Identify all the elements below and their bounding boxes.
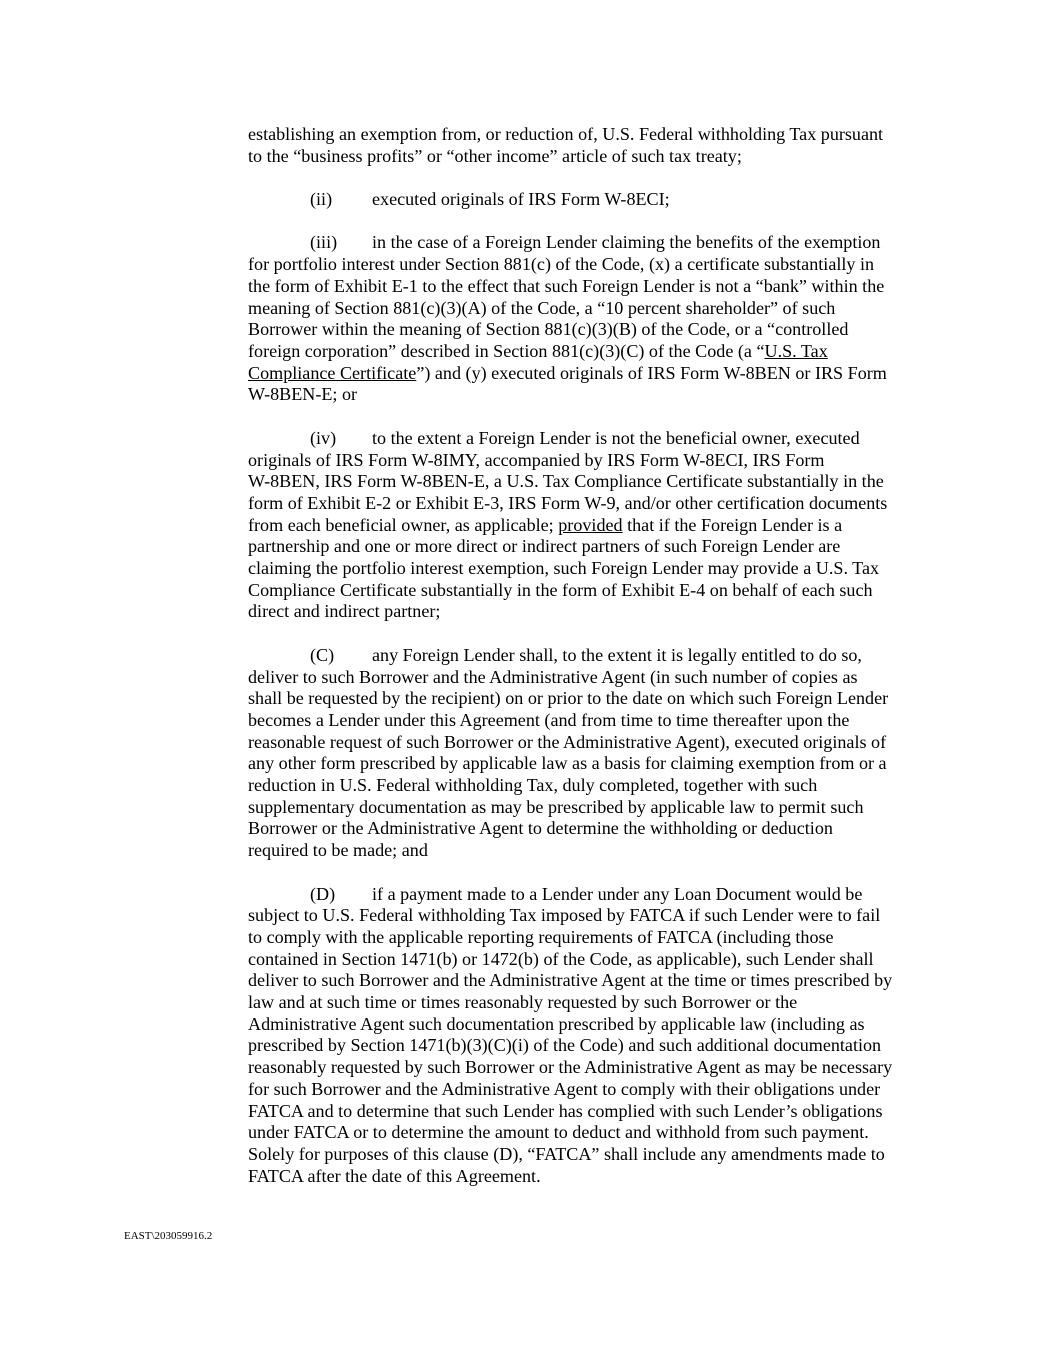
text-segment: that if the Foreign Lender is a xyxy=(622,514,843,535)
text-line: to the extent a Foreign Lender is not the beneficial owner, executed xyxy=(372,427,860,448)
text-line: W-8BEN, IRS Form W-8BEN-E, a U.S. Tax Compliance Certificate substantially in the xyxy=(248,471,884,492)
text-segment: from each beneficial owner, as applicable; xyxy=(248,514,559,535)
text-line: reasonably requested by such Borrower or the Administrative Agent as may be necessary xyxy=(248,1057,893,1078)
text-line: Borrower or the Administrative Agent to determine the withholding or deduction xyxy=(248,818,833,839)
text-line: originals of IRS Form W-8IMY, accompanied by IRS Form W-8ECI, IRS Form xyxy=(248,449,825,470)
document-body xyxy=(248,124,938,1209)
text-line: to comply with the applicable reporting requirements of FATCA (including those xyxy=(248,926,834,947)
paragraph-intro xyxy=(248,124,938,167)
text-line: required to be made; and xyxy=(248,840,428,861)
text-line: direct and indirect partner; xyxy=(248,601,441,622)
text-segment: foreign corporation” described in Section 881(c)(3)(C) of the Code (a “ xyxy=(248,341,765,361)
text-line: Administrative Agent such documentation prescribed by applicable law (including as xyxy=(248,1013,865,1034)
paragraph-ii xyxy=(248,189,938,211)
defined-term-underlined: provided xyxy=(558,514,623,535)
text-line: becomes a Lender under this Agreement (and from time to time thereafter upon the xyxy=(248,709,850,730)
text-line: prescribed by Section 1471(b)(3)(C)(i) of the Code) and such additional documentation xyxy=(248,1035,882,1056)
clause-label: (ii) xyxy=(310,189,333,210)
text-line: Solely for purposes of this clause (D), “FATCA” shall include any amendments made to xyxy=(248,1143,885,1164)
document-footer-id: EAST\203059916.2 xyxy=(124,1230,213,1242)
text-line: meaning of Section 881(c)(3)(A) of the Code, a “10 percent shareholder” of such xyxy=(248,297,836,318)
paragraph-D xyxy=(248,884,938,1188)
text-segment: ”) and (y) executed originals of IRS Form W-8BEN or IRS Form xyxy=(416,362,887,383)
clause-label: (iv) xyxy=(310,427,337,448)
text-line: partnership and one or more direct or indirect partners of such Foreign Lender are xyxy=(248,536,841,557)
text-line: contained in Section 1471(b) or 1472(b) of the Code, as applicable), such Lender shall xyxy=(248,948,874,969)
text-line: any Foreign Lender shall, to the extent it is legally entitled to do so, xyxy=(372,644,862,665)
text-line: reasonable request of such Borrower or the Administrative Agent), executed originals of xyxy=(248,731,887,752)
text-line: to the “business profits” or “other income” article of such tax treaty; xyxy=(248,145,742,166)
text-line: Borrower within the meaning of Section 881(c)(3)(B) of the Code, or a “controlled xyxy=(248,319,849,340)
defined-term-underlined: Compliance Certificate xyxy=(248,362,417,383)
text-line: shall be requested by the recipient) on or prior to the date on which such Foreign Lender xyxy=(248,688,889,709)
paragraph-iv xyxy=(248,428,938,623)
text-line: executed originals of IRS Form W-8ECI; xyxy=(372,189,670,210)
text-line: subject to U.S. Federal withholding Tax imposed by FATCA if such Lender were to fail xyxy=(248,905,881,926)
text-line: form of Exhibit E-2 or Exhibit E-3, IRS Form W-9, and/or other certification documents xyxy=(248,492,888,513)
text-line: establishing an exemption from, or reduction of, U.S. Federal withholding Tax pursuant xyxy=(248,124,884,144)
text-line: W-8BEN-E; or xyxy=(248,384,358,405)
text-line: claiming the portfolio interest exemption, such Foreign Lender may provide a U.S. Tax xyxy=(248,558,880,579)
paragraph-C xyxy=(248,645,938,862)
text-line: FATCA and to determine that such Lender has complied with such Lender’s obligations xyxy=(248,1100,883,1121)
clause-label: (C) xyxy=(310,644,335,665)
text-line: Compliance Certificate substantially in the form of Exhibit E-4 on behalf of each such xyxy=(248,579,873,600)
text-line: reduction in U.S. Federal withholding Tax, duly completed, together with such xyxy=(248,775,818,796)
defined-term-underlined: U.S. Tax xyxy=(764,341,828,361)
text-line: supplementary documentation as may be prescribed by applicable law to permit such xyxy=(248,796,864,817)
text-line: FATCA after the date of this Agreement. xyxy=(248,1165,541,1186)
text-line: for such Borrower and the Administrative Agent to comply with their obligations under xyxy=(248,1078,881,1099)
clause-label: (iii) xyxy=(310,232,338,253)
clause-label: (D) xyxy=(310,883,336,904)
text-line: in the case of a Foreign Lender claiming the benefits of the exemption xyxy=(372,232,881,253)
text-line: if a payment made to a Lender under any Loan Document would be xyxy=(372,883,863,904)
text-line: deliver to such Borrower and the Administrative Agent (in such number of copies as xyxy=(248,666,858,687)
text-line: for portfolio interest under Section 881(c) of the Code, (x) a certificate substantially in xyxy=(248,254,875,275)
text-line: law and at such time or times reasonably requested by such Borrower or the xyxy=(248,992,798,1013)
text-line: deliver to such Borrower and the Administrative Agent at the time or times prescribed by xyxy=(248,970,893,991)
text-line: any other form prescribed by applicable law as a basis for claiming exemption from or a xyxy=(248,753,887,774)
text-line: the form of Exhibit E-1 to the effect that such Foreign Lender is not a “bank” within the xyxy=(248,275,885,296)
paragraph-iii xyxy=(248,232,938,406)
text-line: under FATCA or to determine the amount to deduct and withhold from such payment. xyxy=(248,1122,869,1143)
